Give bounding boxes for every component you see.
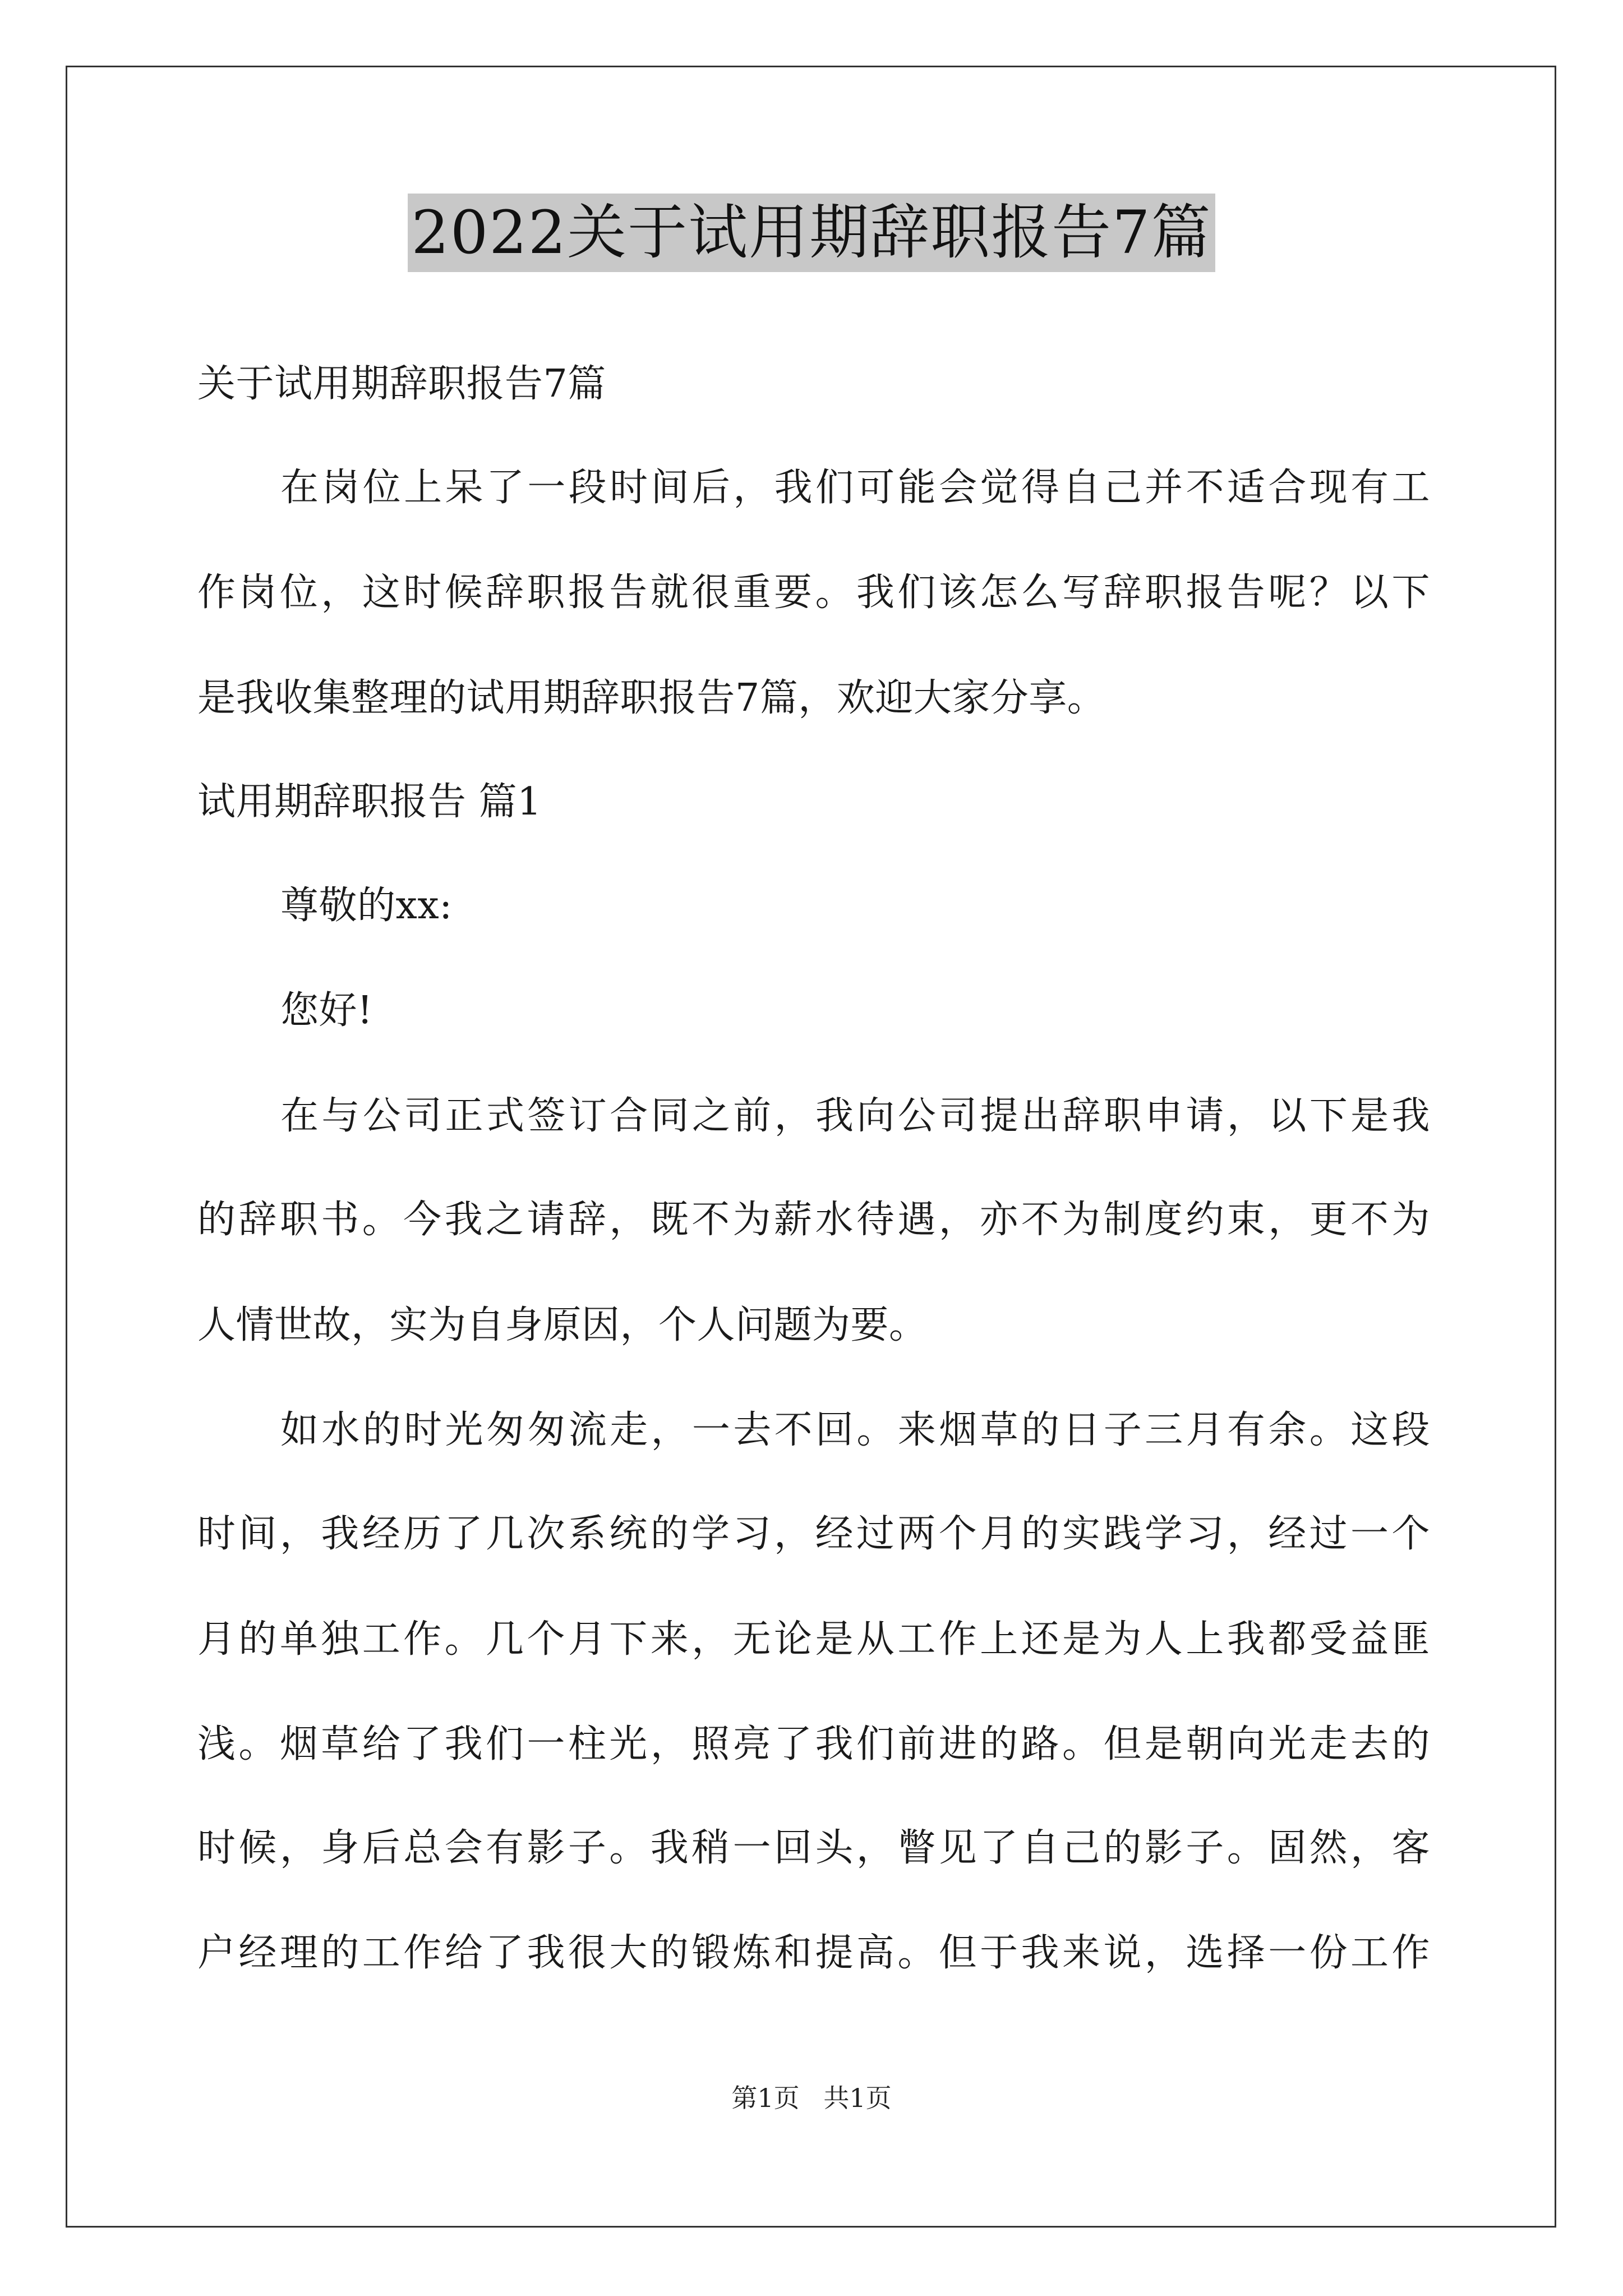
greeting: 您好!	[280, 988, 373, 1033]
title-container	[0, 194, 1623, 272]
paragraph-2-line-2: 时间，我经历了几次系统的学习，经过两个月的实践学习，经过一个	[197, 1512, 1430, 1556]
paragraph-2-line-1: 如水的时光匆匆流走，一去不回。来烟草的日子三月有余。这段	[280, 1408, 1430, 1452]
intro-line-2: 作岗位，这时候辞职报告就很重要。我们该怎么写辞职报告呢？以下	[197, 570, 1430, 615]
document-title: 2022关于试用期辞职报告7篇	[408, 194, 1215, 272]
paragraph-2-line-4: 浅。烟草给了我们一柱光，照亮了我们前进的路。但是朝向光走去的	[197, 1722, 1430, 1766]
paragraph-2-line-6: 户经理的工作给了我很大的锻炼和提高。但于我来说，选择一份工作	[197, 1931, 1430, 1975]
page-total: 共1页	[823, 2083, 892, 2113]
intro-line-3: 是我收集整理的试用期辞职报告7篇，欢迎大家分享。	[197, 676, 1106, 720]
paragraph-1-line-2: 的辞职书。今我之请辞，既不为薪水待遇，亦不为制度约束，更不为	[197, 1198, 1430, 1242]
page-footer	[0, 2081, 1623, 2115]
section-heading-1: 试用期辞职报告 篇1	[197, 780, 542, 824]
intro-line-1: 在岗位上呆了一段时间后，我们可能会觉得自己并不适合现有工	[280, 466, 1430, 510]
page-number: 第1页	[731, 2083, 800, 2113]
subtitle-line: 关于试用期辞职报告7篇	[197, 362, 606, 406]
paragraph-2-line-5: 时候，身后总会有影子。我稍一回头，瞥见了自己的影子。固然，客	[197, 1826, 1430, 1870]
paragraph-2-line-3: 月的单独工作。几个月下来，无论是从工作上还是为人上我都受益匪	[197, 1617, 1430, 1662]
paragraph-1-line-3: 人情世故，实为自身原因，个人问题为要。	[197, 1303, 928, 1347]
salutation: 尊敬的xx:	[280, 884, 453, 928]
paragraph-1-line-1: 在与公司正式签订合同之前，我向公司提出辞职申请，以下是我	[280, 1094, 1430, 1138]
